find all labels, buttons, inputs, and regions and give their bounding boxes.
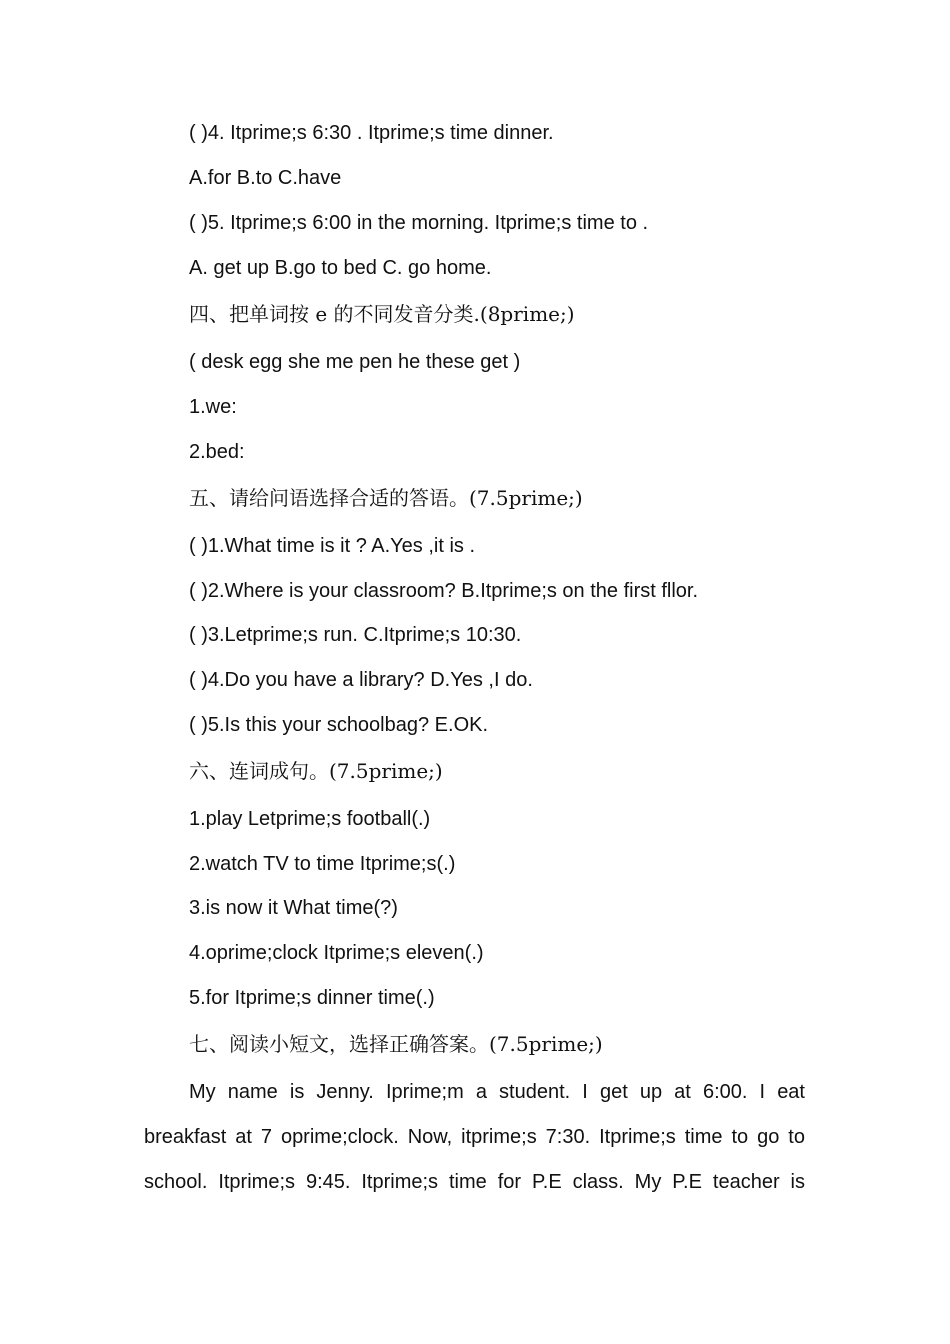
sentence-item-1: 1.play Letprime;s football(.): [189, 808, 431, 830]
match-item-2: ( )2.Where is your classroom? B.Itprime;s on the first fllor.: [189, 580, 699, 602]
sentence-item-5: 5.for Itprime;s dinner time(.): [189, 987, 435, 1009]
section-7-heading: 七、阅读小短文，选择正确答案。(7.5prime;): [189, 1032, 603, 1056]
sentence-item-4: 4.oprime;clock Itprime;s eleven(.): [189, 942, 484, 964]
section-6-heading: 六、连词成句。(7.5prime;): [189, 759, 443, 783]
word-list: ( desk egg she me pen he these get ): [189, 351, 521, 373]
passage-line-1: My name is Jenny. Iprime;m a student. I get up at 6:00. I eat: [189, 1081, 805, 1103]
sentence-item-2: 2.watch TV to time Itprime;s(.): [189, 853, 456, 875]
sentence-item-3: 3.is now it What time(?): [189, 897, 398, 919]
category-bed: 2.bed:: [189, 441, 245, 463]
passage-line-2: breakfast at 7 oprime;clock. Now, itprime;s 7:30. Itprime;s time to go to: [144, 1126, 805, 1148]
match-item-5: ( )5.Is this your schoolbag? E.OK.: [189, 714, 489, 736]
section-5-heading: 五、请给问语选择合适的答语。(7.5prime;): [189, 486, 583, 510]
passage-line-3: school. Itprime;s 9:45. Itprime;s time for P.E class. My P.E teacher is: [144, 1171, 805, 1193]
question-5-options: A. get up B.go to bed C. go home.: [189, 257, 492, 279]
question-5: ( )5. Itprime;s 6:00 in the morning. Itprime;s time to .: [189, 212, 649, 234]
question-4-options: A.for B.to C.have: [189, 167, 342, 189]
match-item-3: ( )3.Letprime;s run. C.Itprime;s 10:30.: [189, 624, 522, 646]
match-item-4: ( )4.Do you have a library? D.Yes ,I do.: [189, 669, 533, 691]
category-we: 1.we:: [189, 396, 237, 418]
match-item-1: ( )1.What time is it ? A.Yes ,it is .: [189, 535, 476, 557]
section-4-heading: 四、把单词按 e 的不同发音分类.(8prime;): [189, 302, 575, 326]
question-4: ( )4. Itprime;s 6:30 . Itprime;s time dinner.: [189, 122, 554, 144]
